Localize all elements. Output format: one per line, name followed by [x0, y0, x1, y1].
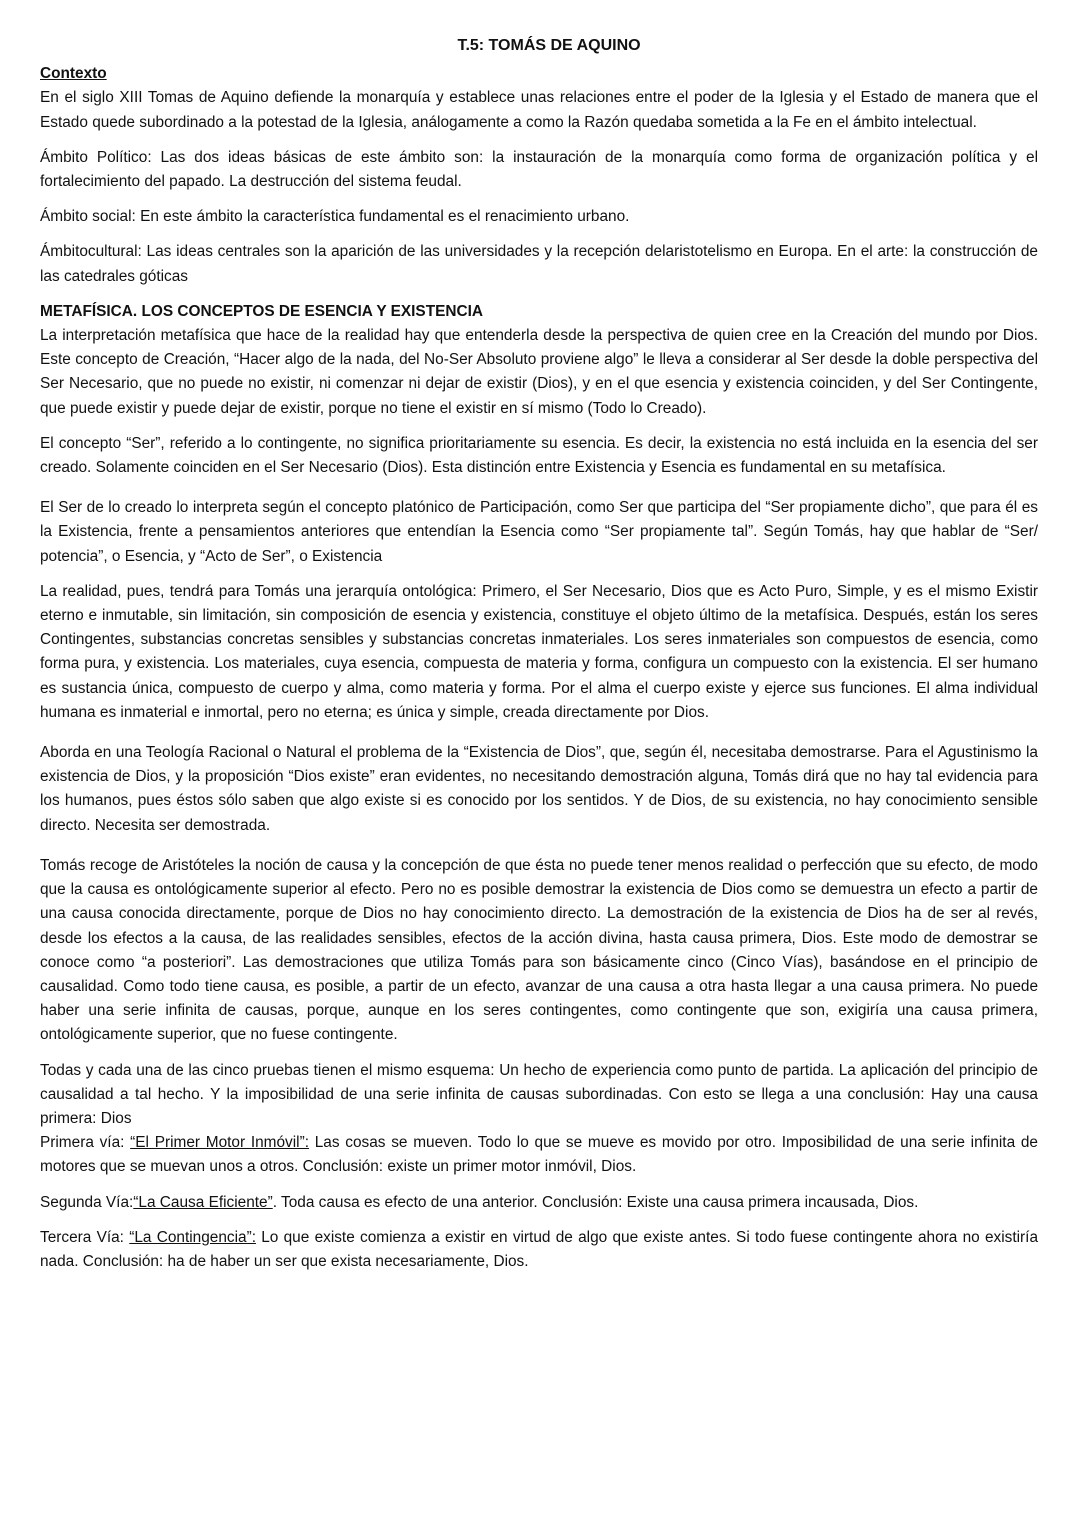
cultural-scope-paragraph: Ámbitocultural: Las ideas centrales son la aparición de las universidades y la recepción delaristotelismo en Europa. En el arte: la construcción de las catedrales góticas [40, 243, 1038, 285]
political-scope-paragraph: Ámbito Político: Las dos ideas básicas de este ámbito son: la instauración de la monarquía como forma de organización política y el fortalecimiento del papado. La destrucción del sistema feudal. [40, 148, 1038, 191]
second-way-label: Segunda Vía: [40, 1193, 134, 1211]
third-way-paragraph [40, 1226, 1038, 1274]
document-page [40, 34, 1038, 1274]
first-way-name: “El Primer Motor Inmóvil”: [130, 1134, 309, 1152]
social-scope-paragraph: Ámbito social: En este ámbito la característica fundamental es el renacimiento urbano. [40, 208, 630, 226]
first-way-label: Primera vía: [40, 1134, 131, 1152]
metaphysics-paragraph-3: El Ser de lo creado lo interpreta según el concepto platónico de Participación, como Ser que participa del “Ser propiamente dicho”, que para él es la Existencia, frente a pensamientos anteriores que entendían la Esencia como “Ser propiamente tal”. Según Tomás, hay que hablar de “Ser/ potencia”, o Esencia, y “Acto de Ser”, o Existencia [40, 499, 1038, 565]
document-title: T.5: TOMÁS DE AQUINO [457, 37, 641, 54]
context-intro-paragraph: En el siglo XIII Tomas de Aquino defiende la monarquía y establece unas relaciones entre el poder de la Iglesia y el Estado de manera que el Estado quede subordinado a la potestad de la Iglesia, análogamente a como la Razón quedaba sometida a la Fe en el ámbito intelectual. [40, 89, 1038, 131]
metaphysics-paragraph-6: Tomás recoge de Aristóteles la noción de causa y la concepción de que ésta no puede tener menos realidad o perfección que su efecto, de modo que la causa es ontológicamente superior al efecto. Pero no es posible demostrar la existencia de Dios como se demuestra un efecto a partir de una causa conocida directamente, porque de Dios no hay conocimiento directo. La demostración de la existencia de Dios ha de ser al revés, desde los efectos a la causa, de las realidades sensibles, efectos de la acción divina, hasta causa primera, Dios. Este modo de demostrar se conoce como “a posteriori”. Las demostraciones que utiliza Tomás para son básicamente cinco (Cinco Vías), basándose en el principio de causalidad. Como todo tiene causa, es posible, a partir de un efecto, avanzar de una causa a otra hasta llegar a una causa primera. No puede haber una serie infinita de causas, porque, aunque en los seres contingentes, como contingente que son, exigiría una causa primera, ontológicamente superior, que no fuese contingente. [40, 856, 1038, 1044]
first-way-text: Las cosas se mueven. Todo lo que se mueve es movido por otro. Imposibilidad de una serie infinita de motores que se muevan unos a otros. Conclusión: existe un primer motor inmóvil, Dios. [40, 1134, 1038, 1176]
second-way-text: . Toda causa es efecto de una anterior. Conclusión: Existe una causa primera incausada, Dios. [272, 1193, 919, 1211]
second-way-name: “La Causa Eficiente” [133, 1193, 273, 1211]
metaphysics-paragraph-2: El concepto “Ser”, referido a lo contingente, no significa prioritariamente su esencia. Es decir, la existencia no está incluida en la esencia del ser creado. Solamente coinciden en el Ser Necesario (Dios). Esta distinción entre Existencia y Esencia es fundamental en su metafísica. [40, 434, 1038, 477]
metaphysics-paragraph-7: Todas y cada una de las cinco pruebas tienen el mismo esquema: Un hecho de experiencia como punto de partida. La aplicación del principio de causalidad a tal hecho. Y la imposibilidad de una serie infinita de causas subordinadas. Con esto se llega a una conclusión: Hay una causa primera: Dios [40, 1061, 1038, 1127]
metaphysics-paragraph-5: Aborda en una Teología Racional o Natural el problema de la “Existencia de Dios”, que, según él, necesitaba demostrarse. Para el Agustinismo la existencia de Dios, y la proposición “Dios existe” eran evidentes, no necesitando demostración alguna, Tomás dirá que no hay tal evidencia para los humanos, pues éstos sólo saben que algo existe si es conocido por los sentidos. Y de Dios, de su existencia, no hay conocimiento sensible directo. Necesita ser demostrada. [40, 744, 1038, 834]
metaphysics-paragraph-4: La realidad, pues, tendrá para Tomás una jerarquía ontológica: Primero, el Ser Necesario, Dios que es Acto Puro, Simple, y es el mismo Existir eterno e inmutable, sin limitación, sin composición de esencia y existencia, constituye el objeto último de la metafísica. Después, están los seres Contingentes, substancias concretas sensibles y substancias concretas inmateriales. Los seres inmateriales son compuestos de esencia, como forma pura, y existencia. Los materiales, cuya esencia, compuesta de materia y forma, configura un compuesto con la existencia. El ser humano es sustancia única, compuesto de cuerpo y alma, como materia y forma. Por el alma el cuerpo existe y ejerce sus funciones. El alma individual humana es inmaterial e inmortal, pero no eterna; es única y simple, creada directamente por Dios. [40, 582, 1038, 721]
third-way-text: Lo que existe comienza a existir en virtud de algo que existe antes. Si todo fuese contingente ahora no existiría nada. Conclusión: ha de haber un ser que exista necesariamente, Dios. [40, 1228, 1039, 1270]
third-way-label: Tercera Vía: [40, 1228, 130, 1246]
third-way-name: “La Contingencia”: [129, 1228, 256, 1246]
second-way-paragraph [40, 1191, 1038, 1215]
metaphysics-paragraph-1: La interpretación metafísica que hace de la realidad hay que entenderla desde la perspectiva de quien cree en la Creación del mundo por Dios. Este concepto de Creación, “Hacer algo de la nada, del No-Ser Absoluto proviene algo” le lleva a considerar al Ser desde la doble perspectiva del Ser Necesario, que no puede no existir, ni comenzar ni dejar de existir (Dios), y en el que esencia y existencia coinciden, y del Ser Contingente, que puede existir y puede dejar de existir, porque no tiene el existir en sí mismo (Todo lo Creado). [40, 327, 1038, 417]
first-way-paragraph [40, 1131, 1038, 1179]
context-heading: Contexto [40, 65, 107, 83]
metaphysics-heading: METAFÍSICA. LOS CONCEPTOS DE ESENCIA Y EXISTENCIA [40, 302, 483, 320]
